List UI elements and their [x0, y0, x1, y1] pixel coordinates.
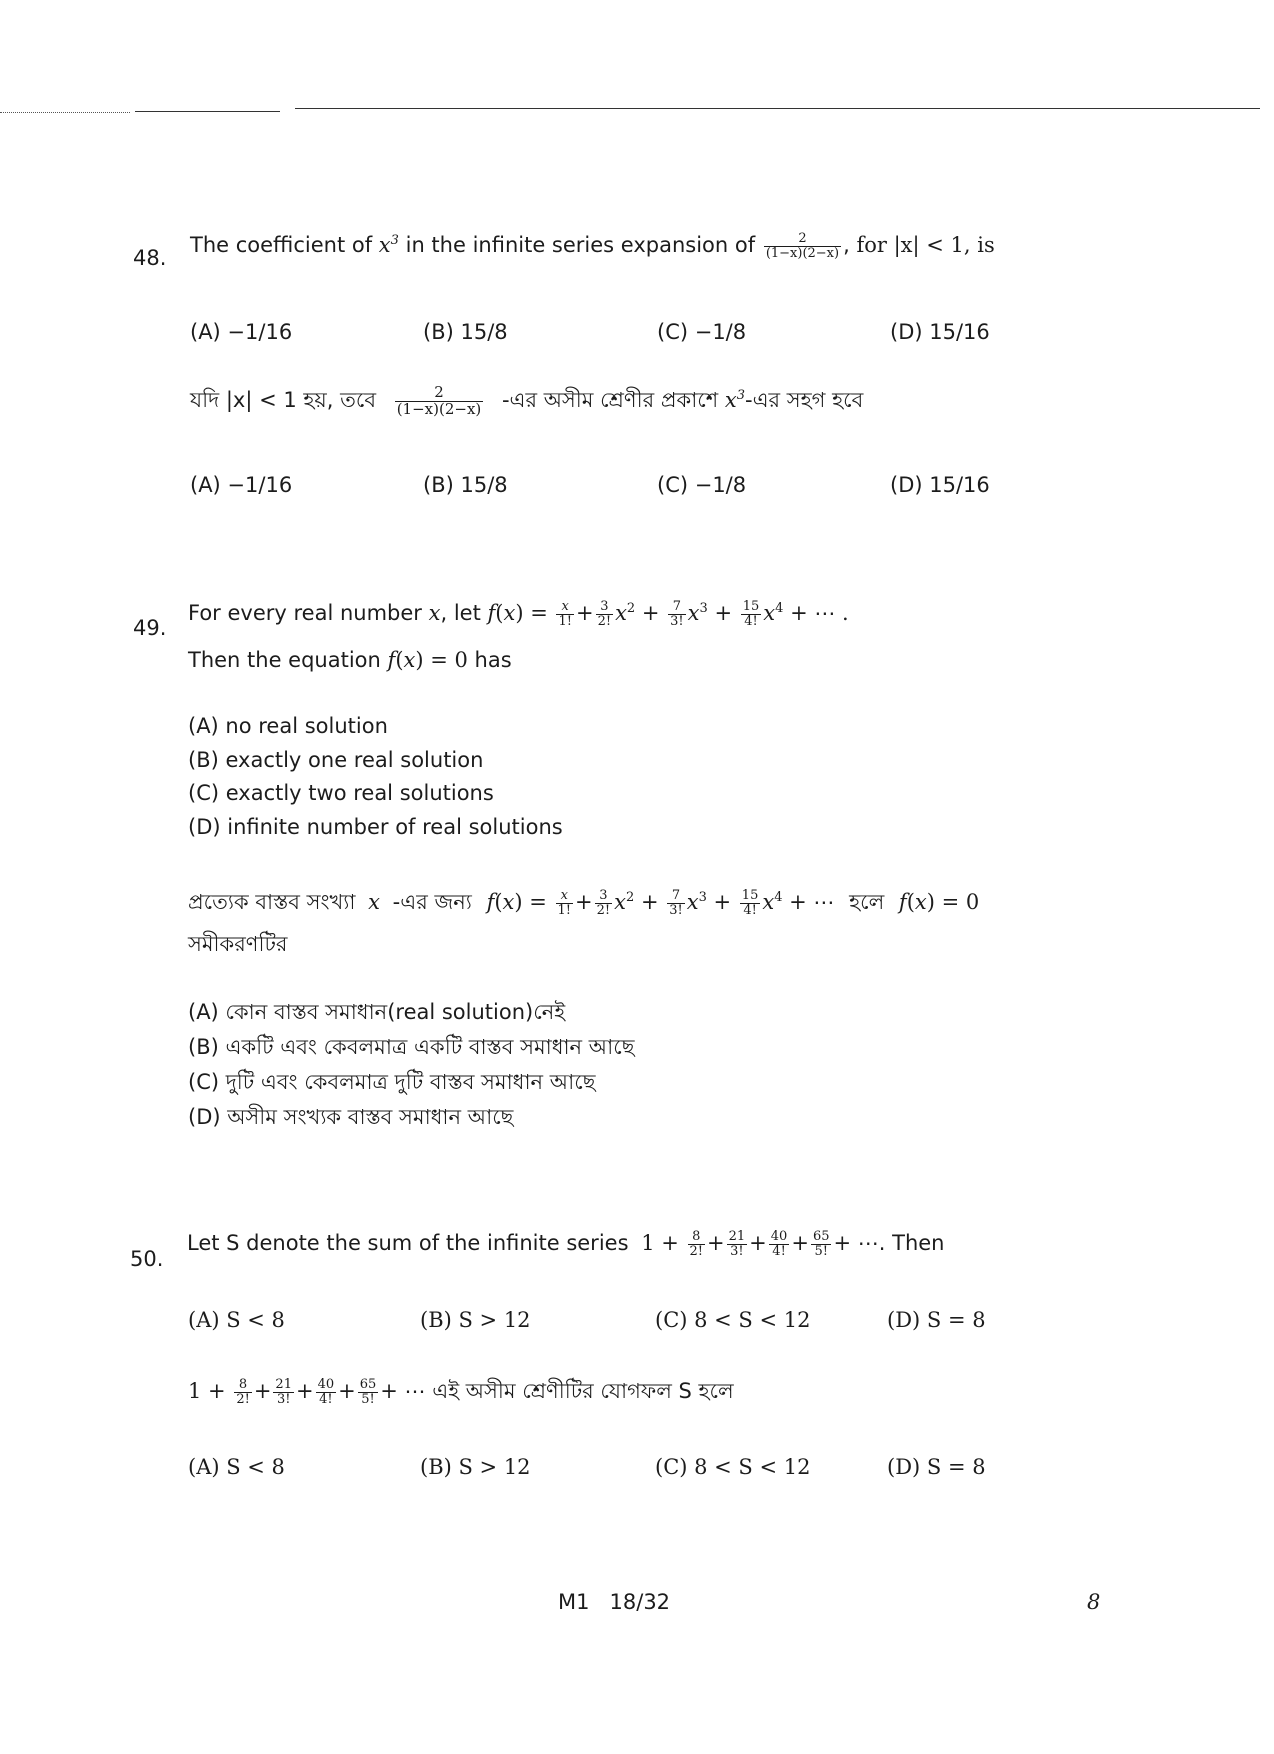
q48-bn-option-a: (A) −1/16 — [190, 473, 293, 497]
q49-bengali-line1: প্রত্যেক বাস্তব সংখ্যা x -এর জন্য f(x) = $\frac{x}{1!}$ + $\frac{3}{2!}$ $x^2$ + $\frac{7}{3!}$ $x^3$ + $\frac{15}{4!}$ $x^4$ + ⋯ হলে f(x) = 0 — [188, 887, 980, 918]
q50-bn-option-c: (C) 8 < S < 12 — [655, 1455, 811, 1479]
footer-page-number: 18/32 — [609, 1590, 671, 1614]
q49-en-line2-end: has — [474, 648, 512, 672]
q50-bn-option-b: (B) S > 12 — [420, 1455, 531, 1479]
q48-bn-frac-den: (1−x)(2−x) — [396, 399, 482, 418]
q49-option-d: (D) infinite number of real solutions — [188, 815, 563, 839]
q48-number: 48. — [133, 246, 167, 270]
q49-bn-end: হলে — [849, 890, 885, 914]
q50-option-a: (A) S < 8 — [188, 1308, 285, 1332]
q50-bn-option-a: (A) S < 8 — [188, 1455, 285, 1479]
q48-frac-num: 2 — [764, 232, 841, 247]
q48-option-a: (A) −1/16 — [190, 320, 293, 344]
q49-option-b: (B) exactly one real solution — [188, 748, 484, 772]
q49-bn-prefix: প্রত্যেক বাস্তব সংখ্যা — [188, 890, 356, 914]
q50-number: 50. — [130, 1247, 164, 1271]
top-rule-dotted — [0, 112, 130, 113]
q50-option-d: (D) S = 8 — [887, 1308, 986, 1332]
q50-bn-suffix: এই অসীম শ্রেণীটির যোগফল S হলে — [432, 1379, 734, 1403]
q49-english-line2: Then the equation f(x) = 0 has — [188, 648, 512, 672]
q49-english-line1: For every real number x, let f(x) = $\frac{x}{1!}$ + $\frac{3}{2!}$ $x^2$ + $\frac{7}{3!}$ $x^3$ + $\frac{15}{4!}$ $x^4$ + ⋯ . — [188, 599, 849, 629]
q50-bn-option-d: (D) S = 8 — [887, 1455, 986, 1479]
q48-english-stem: The coefficient of $x^3$ in the infinite series expansion of $\frac{2}{(1-x)(2-x)}$ , for |x| < 1, is — [190, 231, 995, 261]
q49-option-c: (C) exactly two real solutions — [188, 781, 494, 805]
q49-number: 49. — [133, 616, 167, 640]
q49-en-mid: , let — [440, 601, 481, 626]
q49-series: f — [487, 601, 496, 626]
q48-bn-end: -এর সহগ হবে — [745, 388, 864, 412]
q48-option-c: (C) −1/8 — [657, 320, 747, 344]
q50-option-c: (C) 8 < S < 12 — [655, 1308, 811, 1332]
q49-option-a: (A) no real solution — [188, 714, 388, 738]
q48-fraction — [764, 232, 841, 260]
q48-condition: for |x| < 1, is — [856, 233, 995, 258]
q48-x-cubed: $x^3$ — [378, 233, 399, 258]
q49-bn-mid: -এর জন্য — [392, 890, 472, 914]
top-rule-right — [295, 108, 1260, 109]
q50-en-prefix: Let S denote the sum of the infinite series — [187, 1231, 629, 1256]
q50-bengali-stem: 1 + $\frac{8}{2!}$ + $\frac{21}{3!}$ + $\frac{40}{4!}$ + $\frac{65}{5!}$ + ⋯ এই অসীম শ্রেণীটির যোগফল S হলে — [188, 1376, 734, 1407]
q49-en-prefix: For every real number — [188, 601, 422, 626]
q49-bn-option-a: (A) কোন বাস্তব সমাধান(real solution)নেই — [188, 1000, 566, 1024]
q49-x: x — [428, 601, 441, 626]
q50-option-b: (B) S > 12 — [420, 1308, 531, 1332]
q48-bengali-stem — [190, 384, 863, 419]
q49-bn-option-c: (C) দুটি এবং কেবলমাত্র দুটি বাস্তব সমাধান আছে — [188, 1070, 596, 1094]
q49-bn-option-b: (B) একটি এবং কেবলমাত্র একটি বাস্তব সমাধান আছে — [188, 1035, 635, 1059]
footer-paper-code: M1 — [558, 1590, 590, 1614]
q48-frac-den: (1−x)(2−x) — [765, 245, 840, 261]
q48-bn-option-b: (B) 15/8 — [423, 473, 508, 497]
q48-bn-prefix: যদি |x| < 1 হয়, তবে — [190, 388, 377, 412]
q49-bn-option-d: (D) অসীম সংখ্যক বাস্তব সমাধান আছে — [188, 1105, 514, 1129]
footer-code — [558, 1590, 670, 1614]
q48-bn-suffix: -এর অসীম শ্রেণীর প্রকাশে — [501, 388, 719, 412]
q50-en-suffix: . Then — [878, 1231, 945, 1256]
q48-en-prefix: The coefficient of — [190, 233, 373, 258]
footer-handwritten-mark: 8 — [1087, 1590, 1101, 1614]
top-rule-left — [135, 111, 280, 112]
q49-bengali-line2: সমীকরণটির — [188, 932, 288, 956]
q48-bn-option-d: (D) 15/16 — [890, 473, 990, 497]
q48-en-mid: in the infinite series expansion of — [405, 233, 756, 258]
q48-bn-option-c: (C) −1/8 — [657, 473, 747, 497]
q48-bn-frac-num: 2 — [395, 385, 484, 402]
q49-en-line2: Then the equation — [188, 648, 381, 672]
q48-bn-fraction — [395, 382, 484, 418]
q48-option-d: (D) 15/16 — [890, 320, 990, 344]
q48-bn-x-cubed: $x^3$ — [724, 388, 745, 412]
q50-english-stem: Let S denote the sum of the infinite series 1 + $\frac{8}{2!}$ + $\frac{21}{3!}$ + $\frac{40}{4!}$ + $\frac{65}{5!}$ + ⋯. Then — [187, 1229, 945, 1259]
q48-option-b: (B) 15/8 — [423, 320, 508, 344]
